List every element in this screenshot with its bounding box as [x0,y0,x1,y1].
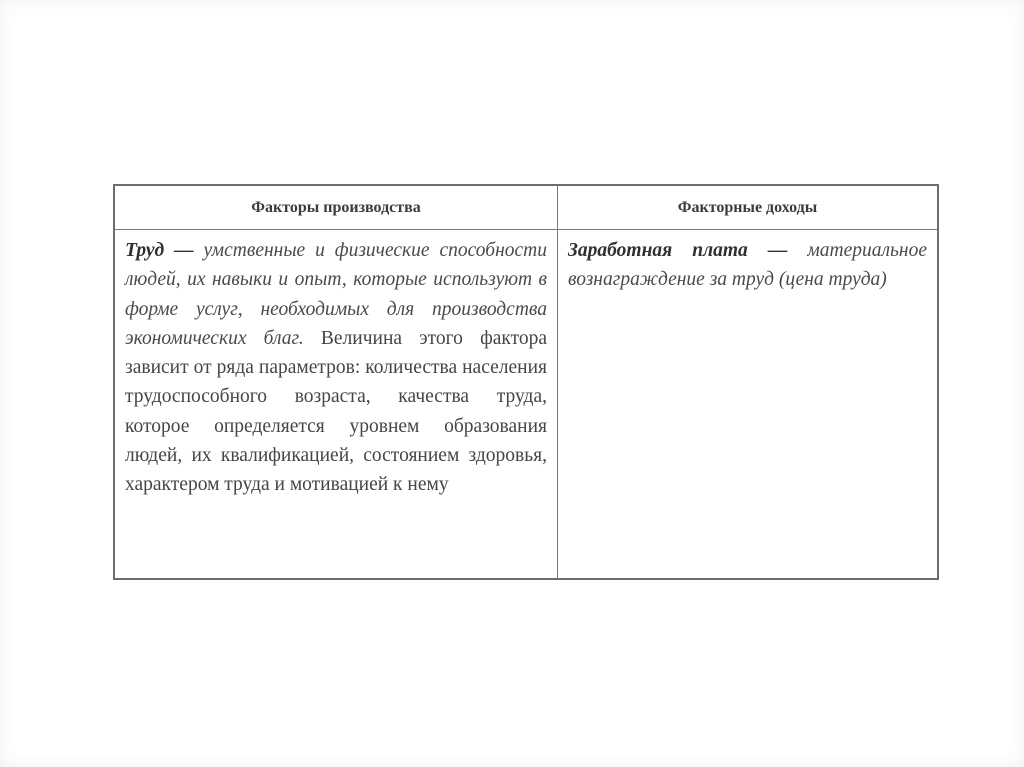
cell-labor [115,230,558,578]
header-factors-of-production: Факторы производства [115,186,558,230]
factors-table [113,184,939,580]
header-factor-incomes: Факторные доходы [558,186,937,230]
definition-labor: умственные и физические способности людей, их навыки и опыт, которые используют в форме услуг, необходимых для производства экономических благ. [125,240,547,349]
definition-wages: материальное вознаграждение за труд (цена труда) [568,240,927,291]
term-dash-wages: — [747,240,808,261]
term-wages: Заработная плата [568,240,748,261]
details-labor: Величина этого фактора зависит от ряда параметров: количества населения трудоспособного возраста, качества труда, которое определяется уровнем образования людей, их квалификацией, состоянием здоровья, характером труда и мотивацией к нему [125,327,548,496]
cell-wages [558,230,937,578]
term-dash: — [164,240,204,261]
term-labor: Труд [125,240,165,261]
